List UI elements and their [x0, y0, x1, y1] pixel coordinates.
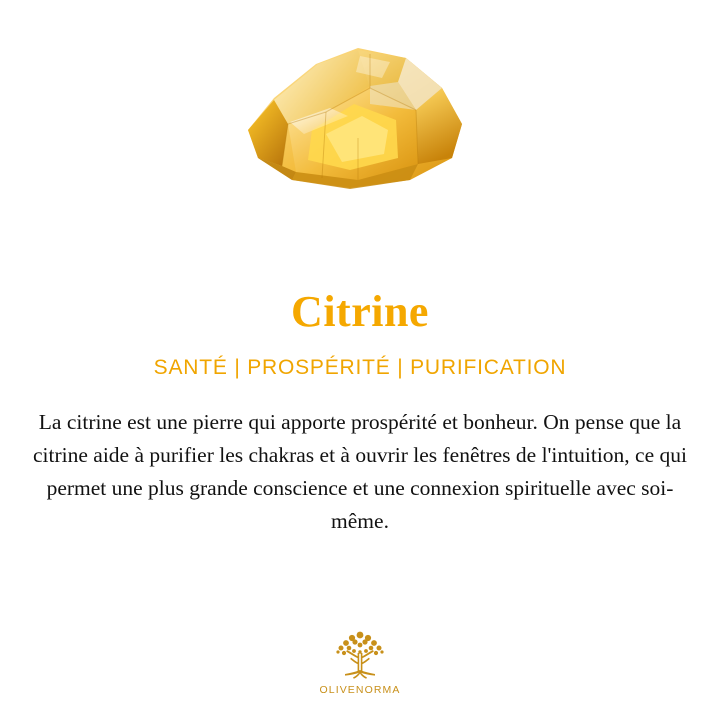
product-description: La citrine est une pierre qui apporte prospérité et bonheur. On pense que la citrine aide à purifier les chakras et à ouvrir les fenêtres de l'intuition, ce qui permet une plus grande conscience et une connexion spirituelle avec soi-même. — [33, 410, 687, 533]
brand-logo — [0, 625, 720, 696]
brand-name: OLIVENORMA — [319, 684, 401, 696]
product-attributes: SANTÉ | PROSPÉRITÉ | PURIFICATION — [153, 356, 567, 379]
stone-image-area — [0, 0, 720, 290]
page-title: Citrine — [291, 287, 429, 336]
citrine-stone-icon — [230, 38, 490, 208]
citrine-stone-image — [230, 38, 490, 208]
tree-of-life-icon — [329, 625, 391, 681]
